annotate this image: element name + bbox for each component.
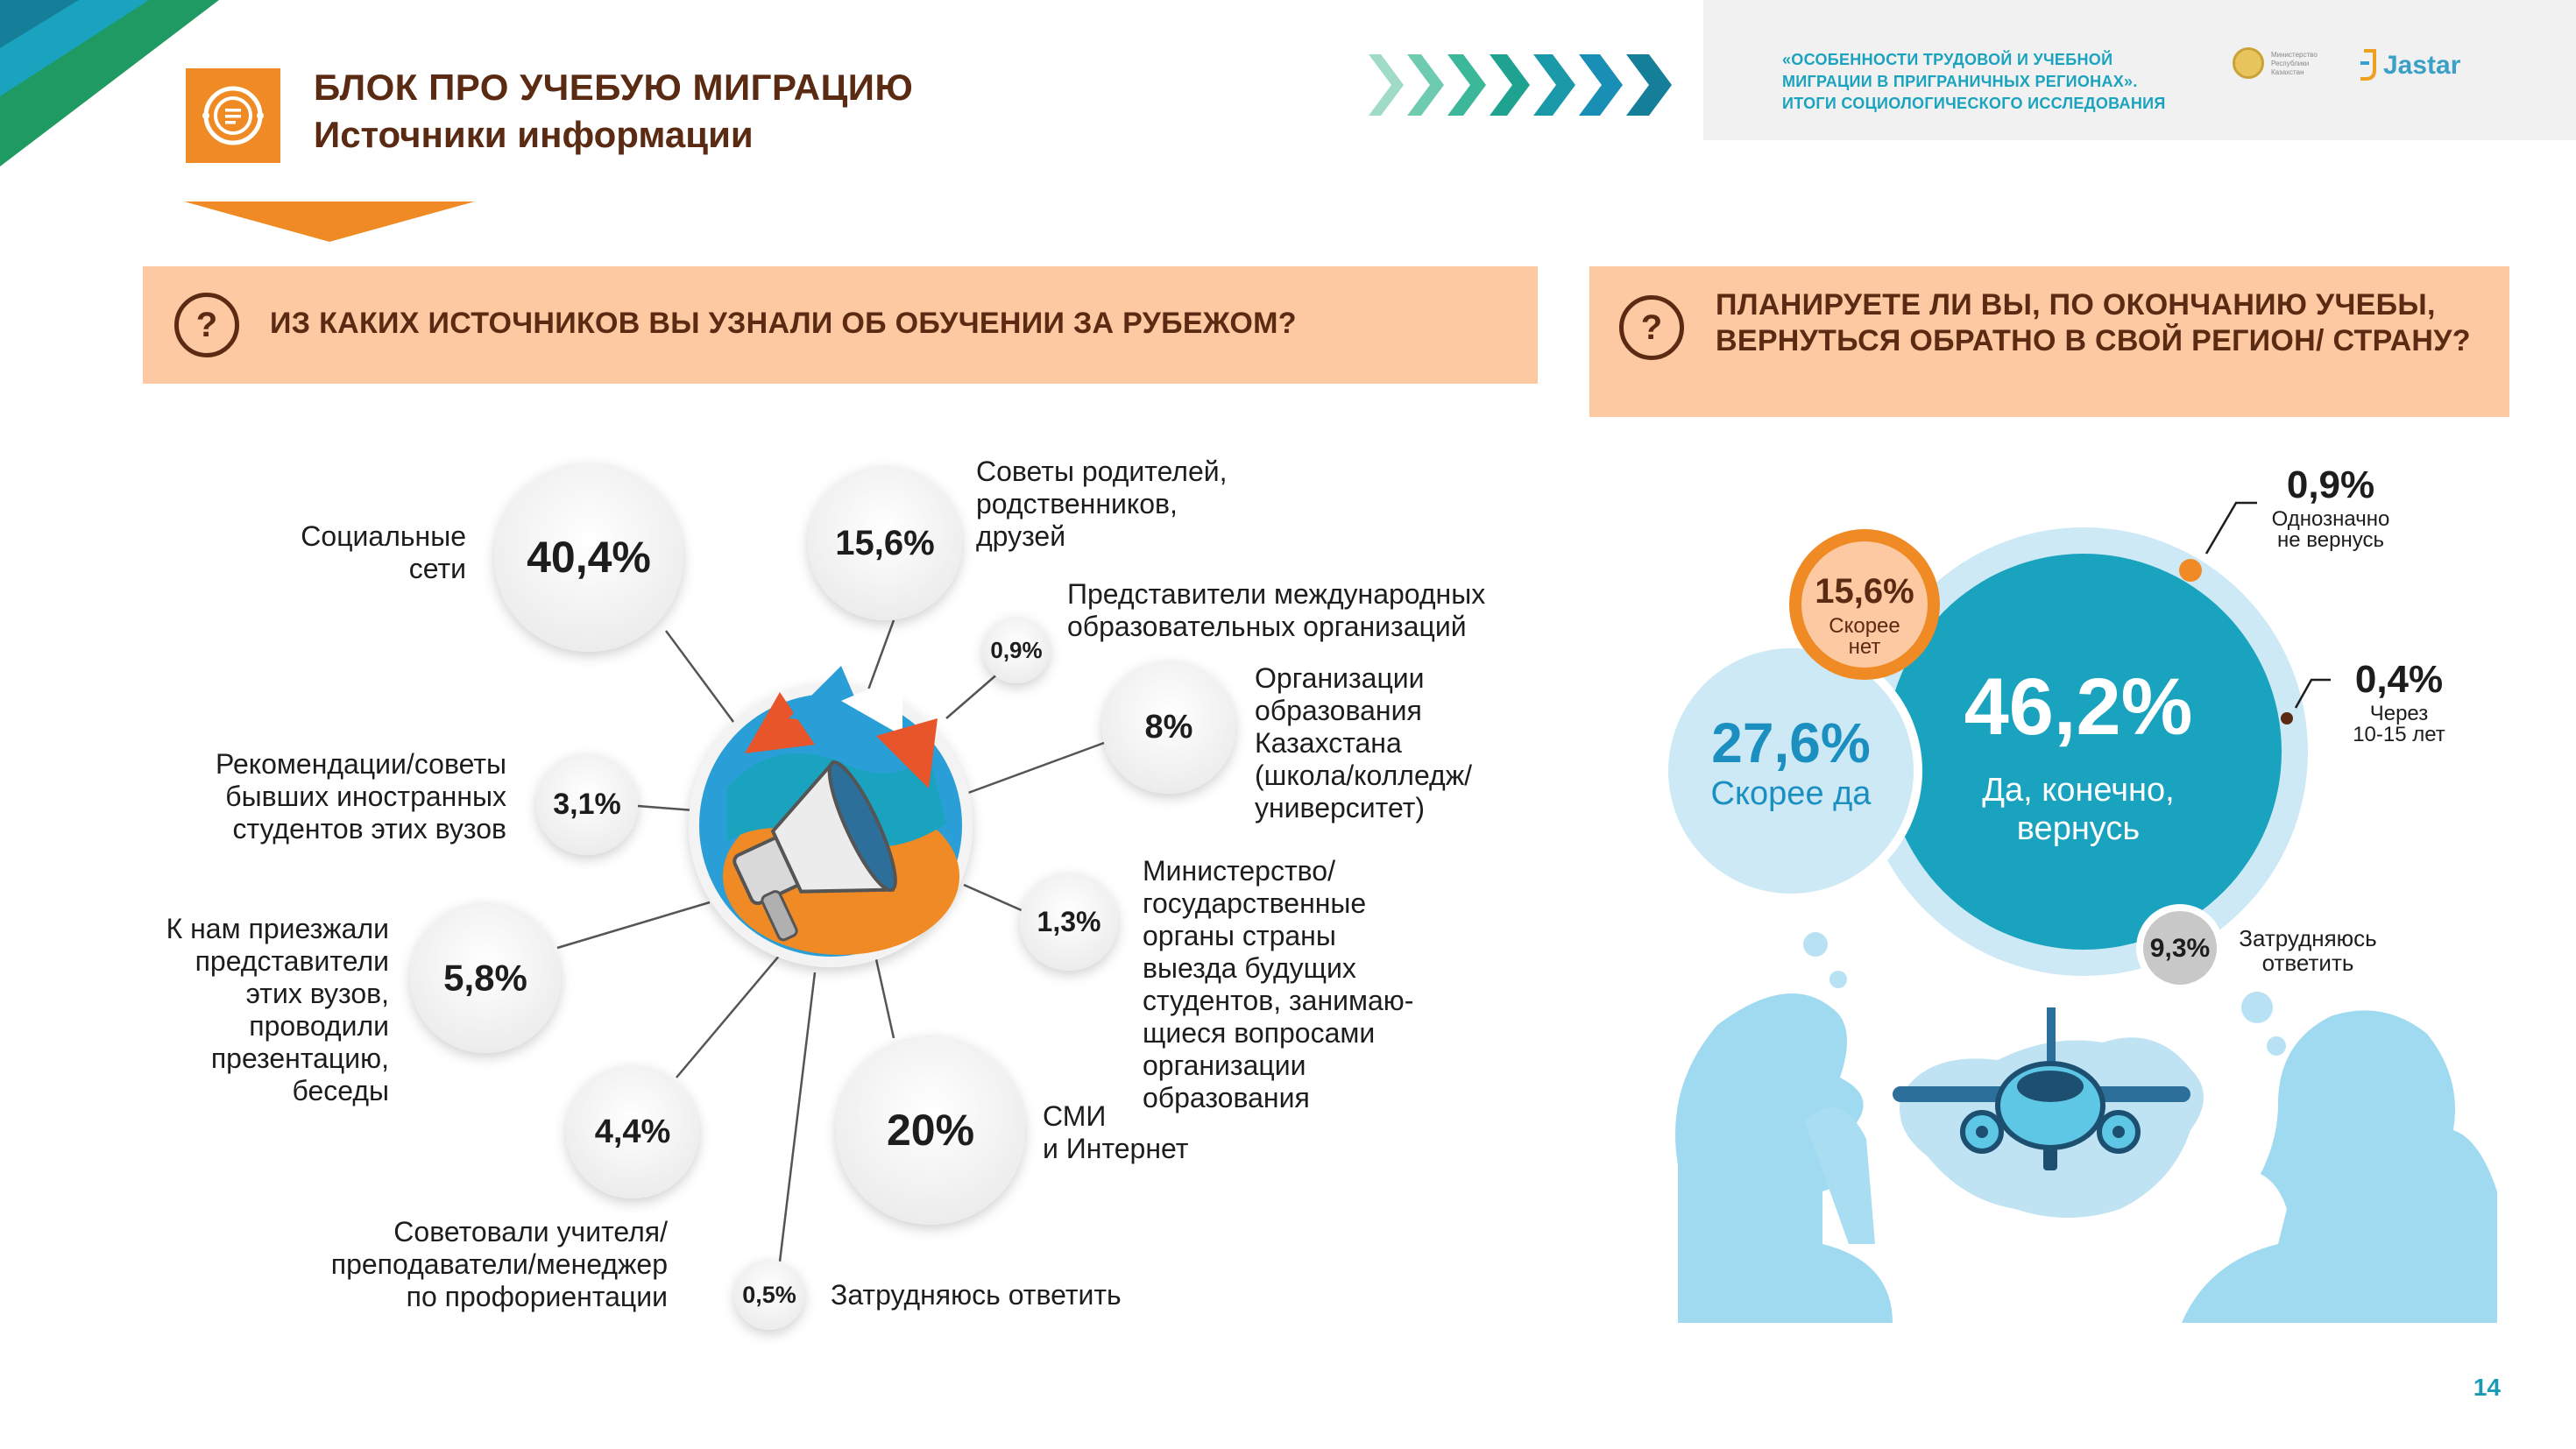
bubble-university-visits [410, 902, 561, 1053]
connector-kz-education-orgs [968, 743, 1104, 793]
label-media-internet: СМИ и Интернет [1043, 1100, 1189, 1164]
bubble-rather-no [1789, 529, 1940, 680]
label-kz-education-orgs: Организации образования Казахстана (школа/колледж/ университет) [1255, 662, 1472, 823]
project-title: «ОСОБЕННОСТИ ТРУДОВОЙ И УЧЕБНОЙ МИГРАЦИИ В ПРИГРАНИЧНЫХ РЕГИОНАХ». ИТОГИ СОЦИОЛОГИЧЕСКОГО ИССЛЕДОВАНИЯ [1782, 51, 2166, 112]
bubble-value: 40,4% [527, 533, 651, 582]
bubble-teachers-advice [566, 1065, 699, 1198]
connector-international-orgs [946, 673, 999, 718]
ministry-caption: Министерство Республики Казахстан [2271, 51, 2318, 76]
page-subtitle: Источники информации [314, 114, 754, 155]
bubble-rather-yes [1660, 640, 1922, 902]
bubble-hard-to-say [2136, 904, 2377, 992]
jastar-logo: Jastar [2383, 51, 2461, 80]
bubble-value: 8% [1144, 709, 1193, 746]
bubble-former-students [536, 753, 638, 855]
page-title: БЛОК ПРО УЧЕБУЮ МИГРАЦИЮ [314, 67, 914, 108]
person-silhouette-icon [2182, 1010, 2497, 1323]
bubble-value: 0,5% [742, 1282, 796, 1308]
question-right-text: ПЛАНИРУЕТЕ ЛИ ВЫ, ПО ОКОНЧАНИЮ УЧЕБЫ, ВЕРНУТЬСЯ ОБРАТНО В СВОЙ РЕГИОН/ СТРАНУ? [1716, 288, 2471, 357]
label-former-students: Рекомендации/советы бывших иностранных студентов этих вузов [216, 748, 506, 845]
bubble-label: не вернусь [2277, 528, 2384, 552]
bubble-value: 0,4% [2354, 658, 2444, 701]
bubble-value: 46,2% [1964, 662, 2193, 752]
bubble-value: 9,3% [2149, 934, 2211, 963]
label-international-orgs: Представители международных образовательных организаций [1067, 578, 1486, 642]
question-left-text: ИЗ КАКИХ ИСТОЧНИКОВ ВЫ УЗНАЛИ ОБ ОБУЧЕНИИ ЗА РУБЕЖОМ? [270, 307, 1297, 340]
label-teachers-advice: Советовали учителя/ преподаватели/менеджер по профориентации [330, 1216, 668, 1312]
title-underline-arrow [184, 201, 475, 242]
connector-hard-to-say [780, 972, 815, 1262]
bubble-value: 1,3% [1037, 906, 1101, 937]
bubble-value: 4,4% [594, 1113, 671, 1150]
bubble-label: вернусь [2016, 810, 2141, 847]
bubble-definitely-not [2179, 463, 2389, 582]
bubble-label: 10-15 лет [2353, 723, 2445, 746]
bubble-label: ответить [2261, 950, 2354, 976]
connector-former-students [638, 806, 694, 810]
bubble-label: Да, конечно, [1982, 772, 2175, 809]
megaphone-icon [689, 666, 973, 967]
bubble-label: Скорее [1829, 614, 1900, 638]
question-icon: ? [174, 293, 239, 357]
label-parents-advice: Советы родителей, родственников, друзей [976, 456, 1228, 552]
bubble-media-internet [836, 1036, 1025, 1225]
bubble-value: 0,9% [990, 637, 1043, 663]
chevrons-decoration [1369, 54, 1675, 116]
bubble-label: Однозначно [2271, 507, 2390, 531]
connector-university-visits [557, 902, 710, 948]
connector-social-networks [666, 631, 736, 725]
section-logo [186, 68, 280, 163]
bubble-value: 15,6% [1815, 572, 1914, 611]
bubble-hard-to-say [734, 1260, 804, 1330]
label-hard-to-say: Затрудняюсь ответить [831, 1279, 1122, 1311]
bubble-label: Скорее да [1710, 775, 1872, 812]
connector-teachers-advice [676, 955, 780, 1078]
bubble-label: нет [1848, 635, 1881, 659]
bubble-value: 0,9% [2286, 463, 2375, 506]
return-bubble-chart [1577, 421, 2576, 1384]
bubble-kz-education-orgs [1102, 661, 1235, 794]
bubble-parents-advice [808, 466, 962, 620]
bubble-value: 27,6% [1711, 711, 1871, 774]
label-ministry: Министерство/ государственные органы страны выезда будущих студентов, занимаю- щиеся вопросами организации образования [1143, 855, 1414, 1113]
connector-media-internet [876, 959, 894, 1038]
emblem-icon [2233, 47, 2264, 79]
page-number: 14 [2473, 1374, 2501, 1401]
bubble-label: Затрудняюсь [2239, 925, 2377, 951]
bubble-value: 15,6% [835, 524, 935, 562]
bubble-international-orgs [983, 617, 1050, 683]
bubble-value: 20% [886, 1106, 975, 1155]
question-banner-right [1589, 266, 2509, 417]
bubble-value: 5,8% [443, 957, 527, 999]
chat-icon [198, 81, 268, 151]
bubble-ministry [1020, 873, 1118, 971]
jastar-mark-icon [2357, 47, 2380, 82]
question-icon: ? [1619, 295, 1684, 360]
label-university-visits: К нам приезжали представители этих вузов, проводили презентацию, беседы [166, 913, 389, 1106]
bubble-value: 3,1% [553, 788, 621, 821]
connector-ministry [964, 885, 1023, 911]
bubble-label: Через [2369, 702, 2429, 725]
bubble-social-networks [494, 463, 683, 652]
question-banner-left [143, 266, 1538, 384]
label-social-networks: Социальные сети [301, 520, 466, 584]
